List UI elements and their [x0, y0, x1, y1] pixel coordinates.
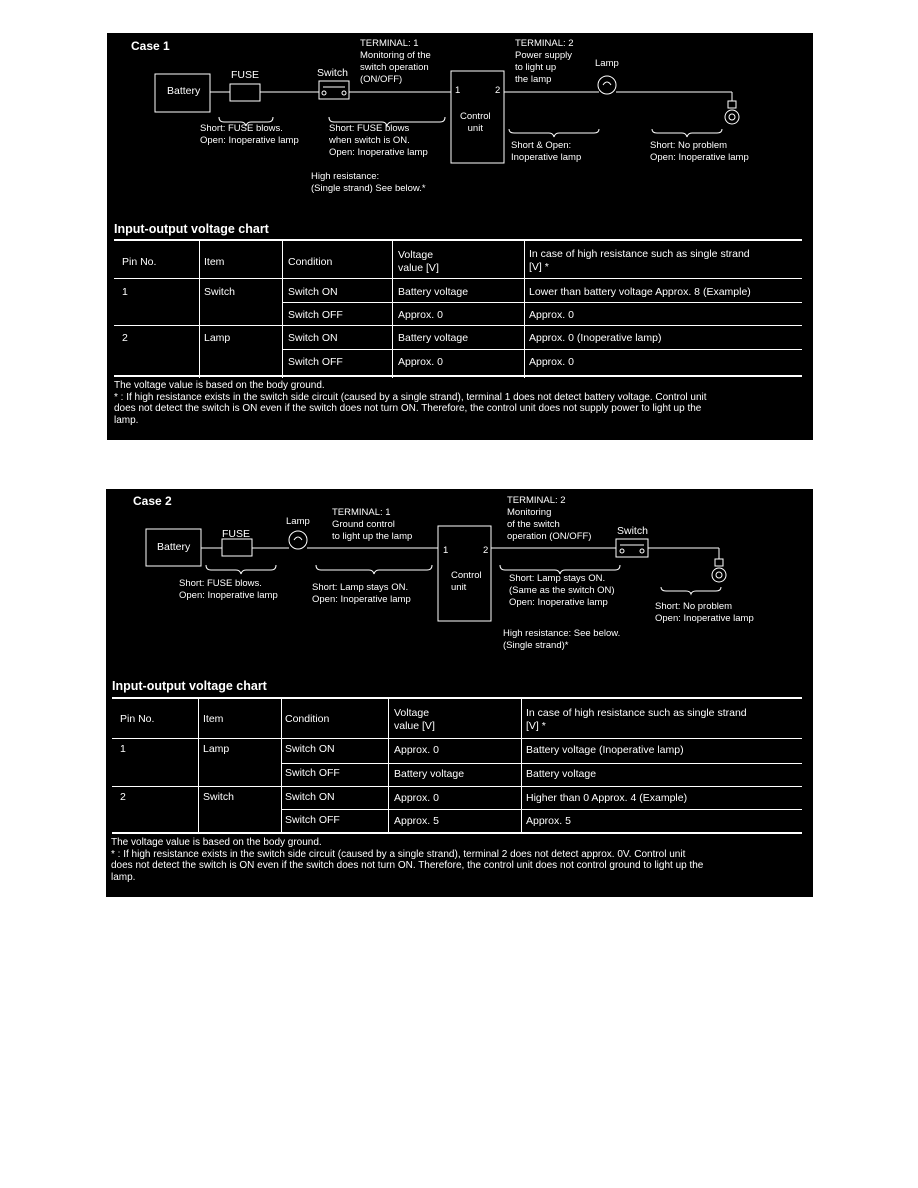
header-condition: Condition: [285, 713, 330, 725]
cell-condition: Switch ON: [285, 791, 335, 803]
case2-fuse-note: Short: FUSE blows. Open: Inoperative lamp: [179, 578, 278, 601]
cell-condition: Switch ON: [285, 743, 335, 755]
case2-footnote: The voltage value is based on the body ground. * : If high resistance exists in the switch side circuit (caused by a single strand), terminal 2 does not detect approx. 0V. Control unit does not detect the switch is ON even if the switch does not turn ON. Therefore, the control unit does not control ground to light up the lamp.: [111, 837, 704, 883]
case1-pin1-label: 1: [455, 85, 461, 96]
case1-terminal1-text: TERMINAL: 1 Monitoring of the switch operation (ON/OFF): [360, 38, 431, 85]
header-voltage: Voltage value [V]: [398, 249, 439, 274]
header-voltage: Voltage value [V]: [394, 707, 435, 732]
cell-item: Switch: [203, 791, 234, 803]
cell-condition: Switch OFF: [285, 814, 340, 826]
header-item: Item: [204, 256, 225, 268]
header-high-resistance: In case of high resistance such as single strand [V] *: [526, 707, 747, 732]
cell-high: Approx. 0: [529, 356, 574, 368]
cell-voltage: Approx. 0: [398, 356, 443, 368]
cell-voltage: Approx. 0: [398, 309, 443, 321]
cell-condition: Switch ON: [288, 332, 338, 344]
case2-pin1-label: 1: [443, 545, 449, 556]
case1-switch-label: Switch: [317, 67, 348, 79]
cell-voltage: Approx. 0: [394, 792, 439, 804]
case1-control-unit: Control unit: [460, 111, 491, 134]
case2-switch-label: Switch: [617, 525, 648, 537]
cell-item: Lamp: [203, 743, 230, 755]
cell-voltage: Battery voltage: [398, 332, 469, 344]
case1-chart-title: Input-output voltage chart: [114, 222, 269, 236]
cell-pin: 1: [120, 743, 126, 755]
case2-output-note: Short: No problem Open: Inoperative lamp: [655, 601, 754, 624]
cell-condition: Switch ON: [288, 286, 338, 298]
cell-high: Lower than battery voltage Approx. 8 (Example): [529, 286, 751, 298]
cell-condition: Switch OFF: [285, 767, 340, 779]
case1-pin2-label: 2: [495, 85, 501, 96]
cell-condition: Switch OFF: [288, 356, 343, 368]
header-high-resistance: In case of high resistance such as single strand [V] *: [529, 248, 750, 273]
case1-output-note: Short & Open: Inoperative lamp: [511, 140, 582, 163]
cell-high: Approx. 5: [526, 815, 571, 827]
case2-lamp-label: Lamp: [286, 516, 310, 527]
cell-high: Battery voltage: [526, 768, 597, 780]
case2-chart-title: Input-output voltage chart: [112, 679, 267, 693]
cell-high: Higher than 0 Approx. 4 (Example): [526, 792, 688, 804]
header-item: Item: [203, 713, 224, 725]
cell-pin: 2: [120, 791, 126, 803]
cell-pin: 2: [122, 332, 128, 344]
cell-high: Approx. 0 (Inoperative lamp): [529, 332, 662, 344]
case2-fuse-label: FUSE: [222, 528, 251, 540]
case1-title: Case 1: [131, 39, 170, 53]
case2-lamp-note: Short: Lamp stays ON. Open: Inoperative lamp: [312, 582, 411, 605]
cell-voltage: Battery voltage: [398, 286, 469, 298]
cell-condition: Switch OFF: [288, 309, 343, 321]
case1-footnote: The voltage value is based on the body ground. * : If high resistance exists in the switch side circuit (caused by a single strand), terminal 1 does not detect battery voltage. Control unit does not detect the switch is ON even if the switch does not turn ON. Therefore, the control unit does not supply power to light up the lamp.: [114, 380, 707, 426]
case2-control-unit: Control unit: [451, 570, 482, 593]
case1-fuse-label: FUSE: [231, 69, 260, 81]
case2-pin2-label: 2: [483, 545, 489, 556]
cell-voltage: Approx. 0: [394, 744, 439, 756]
case2-high-resistance-note: High resistance: See below. (Single strand)*: [503, 628, 621, 651]
cell-high: Battery voltage (Inoperative lamp): [526, 744, 684, 756]
table-top-rule: [112, 697, 802, 699]
case1-battery-label: Battery: [167, 85, 201, 97]
cell-pin: 1: [122, 286, 128, 298]
case2-terminal2-text: TERMINAL: 2 Monitoring of the switch operation (ON/OFF): [507, 495, 592, 542]
header-condition: Condition: [288, 256, 333, 268]
cell-high: Approx. 0: [529, 309, 574, 321]
cell-voltage: Approx. 5: [394, 815, 439, 827]
case1-lamp-label: Lamp: [595, 58, 619, 69]
case2-switch-note: Short: Lamp stays ON. (Same as the switch ON) Open: Inoperative lamp: [509, 573, 615, 608]
case2-title: Case 2: [133, 494, 172, 508]
cell-item: Switch: [204, 286, 235, 298]
case2-panel: [106, 489, 813, 897]
cell-voltage: Battery voltage: [394, 768, 465, 780]
case1-panel: [107, 33, 813, 440]
table-top-rule: [114, 239, 802, 241]
case1-lamp-note: Short: No problem Open: Inoperative lamp: [650, 140, 749, 163]
case1-high-resistance-note: High resistance: (Single strand) See below.*: [311, 171, 426, 194]
cell-item: Lamp: [204, 332, 231, 344]
case1-fuse-note: Short: FUSE blows. Open: Inoperative lamp: [200, 123, 299, 146]
case2-battery-label: Battery: [157, 541, 191, 553]
case1-terminal2-text: TERMINAL: 2 Power supply to light up the lamp: [515, 38, 574, 85]
header-pin-no: Pin No.: [120, 713, 155, 725]
header-pin-no: Pin No.: [122, 256, 157, 268]
case2-terminal1-text: TERMINAL: 1 Ground control to light up the lamp: [332, 507, 413, 542]
case1-switch-note: Short: FUSE blows when switch is ON. Open: Inoperative lamp: [329, 123, 428, 158]
